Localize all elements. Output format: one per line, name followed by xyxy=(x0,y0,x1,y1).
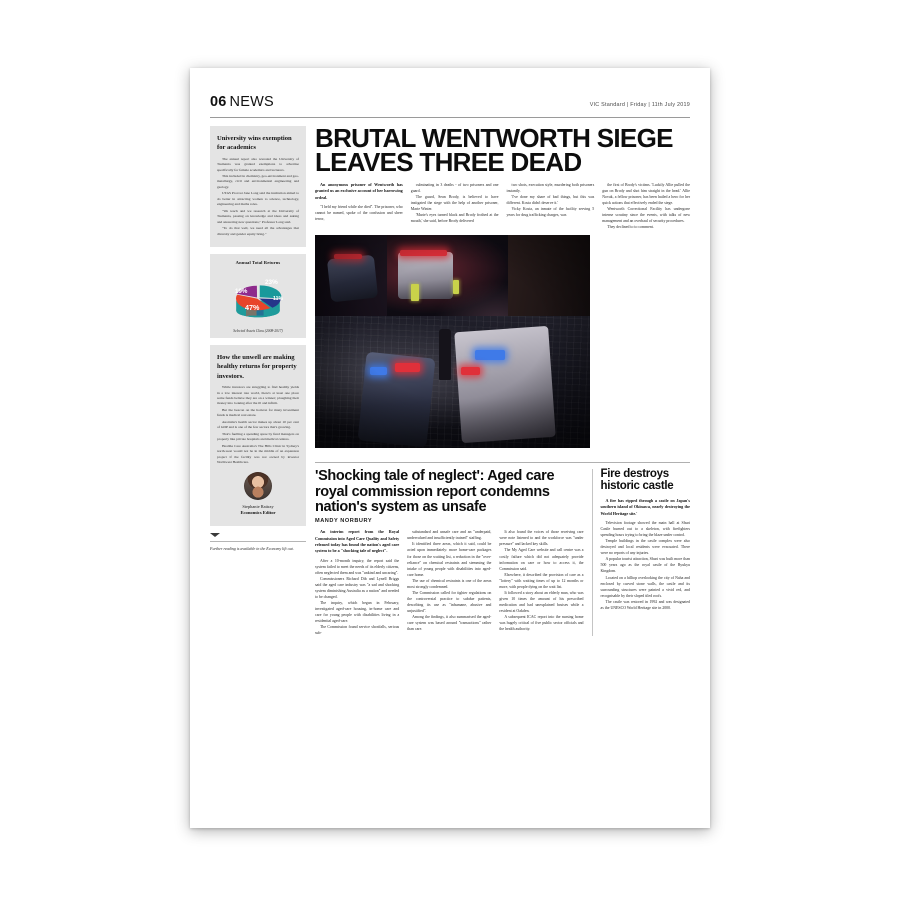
second-paragraph: The Commission called for tighter regulations on the controversial practice to subdue patients, describing its use as "inhumane, abusive and unjustified". xyxy=(407,590,492,613)
second-byline: MANDY NORBURY xyxy=(315,518,373,525)
second-standfirst: An interim report from the Royal Commission into Aged Care Quality and Safety released today has found the nation's aged care system to be a "shocking tale of neglect". xyxy=(315,529,400,554)
lead-paragraph: culminating in 3 deaths - of two prisoners and one guard. xyxy=(410,182,499,193)
third-paragraph: The castle was restored in 1992 and was designated as the UNESCO World Heritage site in 2000. xyxy=(600,599,690,610)
second-paragraph: After a 10-month inquiry, the report said the system failed to meet the needs of its elderly citizens, often neglected them and was "unkind and uncaring". xyxy=(315,558,400,575)
lead-standfirst: An anonymous prisoner of Wentworth has granted us an exclusive account of her harrowing ordeal. xyxy=(315,181,403,200)
second-headline: 'Shocking tale of neglect': Aged care royal commission report condemns nation's system as unsafe xyxy=(315,468,555,515)
author-role: Economics Editor xyxy=(240,510,276,516)
second-article-columns xyxy=(315,529,584,636)
lead-column-1 xyxy=(315,182,403,230)
lead-article-photo xyxy=(315,235,590,448)
sidebar-paragraph: This included in chemistry, geo-environment and geo-metallurgy, civil and environmental engineering and geology. xyxy=(217,174,299,189)
second-paragraph: The My Aged Care website and call centre was a costly failure which did not adequately provide information on care or how to access it, the Commission said. xyxy=(499,548,584,571)
section-divider xyxy=(315,462,690,463)
second-paragraph: It followed a story about an elderly man, who was given 10 times the amount of his prescribed medication and had unexplained bruises while a resident at Oakden. xyxy=(499,590,584,613)
section-name: NEWS xyxy=(229,94,274,110)
chart-title: Annual Total Returns xyxy=(235,260,281,266)
sidebar-article-property xyxy=(210,345,306,526)
lead-paragraph: The guard, Sean Brody, is believed to have instigated the siege with the help of another prisoner, Marie Winter. xyxy=(410,194,499,212)
pie-slice-label-purple: 19% xyxy=(235,288,248,296)
sidebar-paragraph: That's fuelling a spending spree by fund managers on property like private hospitals and medical centres. xyxy=(217,431,299,442)
pie-slice-label-red: 47% xyxy=(245,303,260,313)
third-paragraph: A popular tourist attraction, Shuri was built more than 500 years ago as the royal castle of the Ryukyu Kingdom. xyxy=(600,557,690,574)
lead-paragraph: 'I've done my share of bad things, but this was different. Kosta didn't deserve it.' xyxy=(506,194,595,206)
second-paragraph: Commissioners Richard Dib and Lynell Briggs said the aged care industry was "a sad and shocking system diminishing Australia as a nation" and needed to be changed. xyxy=(315,576,400,599)
second-paragraph: The inquiry, which began in February, investigated aged-care housing, in-home care and care for young people with disabilities living in a residential aged-care. xyxy=(315,600,400,624)
sidebar-paragraph: While investors are struggling to find healthy yields in a low interest rate world, there's at least one place some funds believe they are on a winner; ploughing their money into looking after the ill and infirm. xyxy=(217,385,299,406)
author-block xyxy=(217,472,299,517)
second-paragraph: It also found the voices of those receiving care were note listened to and the workforce was "under pressure" and lacked key skills. xyxy=(499,530,584,547)
sidebar-paragraph: Healtha Care Australia's The Hills Clinic in Sydney's north-west would not be in the middle of an expansion project if the facility was not owned by investor Northwest Healthcare. xyxy=(217,443,299,465)
chart-caption: Selected Assets Class (2008-2017) xyxy=(233,329,283,334)
third-article xyxy=(592,469,691,636)
edition-line: VIC Standard | Friday | 11th July 2019 xyxy=(589,102,690,108)
second-column-2 xyxy=(407,529,491,636)
sidebar-paragraph: UTAS Provost Jane Long said the institution aimed to do better in attracting women to science, technology, engineering and maths roles. xyxy=(217,191,299,207)
lead-paragraph: Vicky Kosta, an inmate of the facility serving 5 years for drug trafficking charges, was xyxy=(506,207,595,218)
lead-paragraph: They declined to to comment. xyxy=(607,225,654,230)
pie-chart-svg xyxy=(223,268,293,326)
third-paragraph: Television footage showed the main hall at Shuri Castle burned out to a skeleton, with firefighters spending hours trying to bring the blaze under control. xyxy=(600,521,690,538)
lead-column-2 xyxy=(411,182,499,230)
author-name: Stephanie Rattray xyxy=(242,504,274,510)
sidebar-footer-note: Further reading is available in the Economy lift out. xyxy=(210,541,306,552)
lead-column-4 xyxy=(602,182,690,230)
sidebar-paragraph: Australia's health sector makes up about 10 per cent of GDP and is one of the few sectors that's growing. xyxy=(217,419,299,430)
third-paragraph: Temple buildings in the castle complex were also destroyed and local residents were evacuated. There were no reports of any injuries. xyxy=(600,539,690,556)
third-headline: Fire destroys historic castle xyxy=(600,468,674,493)
sidebar-paragraph: "We teach and we research at the University of Tasmania, passing on knowledge and ideas and asking and answering new questions," Professor Long said. xyxy=(217,208,299,224)
sidebar-headline-university: University wins exemption for academics xyxy=(217,135,292,152)
newspaper-page xyxy=(190,68,710,828)
lead-paragraph: "I held my friend while she died". The prisoner, who cannot be named, spoke of the confusion and sheer terror, xyxy=(315,204,403,221)
sidebar-paragraph: The annual report also revealed the University of Tasmania was granted exemptions to advertise specifically for female academics and lecturers. xyxy=(217,156,299,172)
main-content xyxy=(315,123,690,816)
second-column-1 xyxy=(315,529,399,636)
lead-paragraph: 'Marie's eyes turned black and Brody frothed at the mouth,' she said, before Brody delivered xyxy=(410,213,499,224)
pie-chart-card xyxy=(210,254,306,338)
second-paragraph: The use of chemical restraints is one of the areas most strongly condemned. xyxy=(407,578,492,589)
lead-paragraph: Wentworth Correctional Facility has undergone intense scrutiny since the events, with talks of new management and an overhaul of security procedures. xyxy=(602,207,690,224)
third-standfirst: A fire has ripped through a castle on Japan's southern island of Okinawa, nearly destroying the World Heritage site.' xyxy=(600,498,690,516)
sidebar-article-university xyxy=(210,126,306,247)
sidebar-paragraph: But the beacon on the horizon for many investment funds is medical real estate. xyxy=(217,407,299,418)
second-paragraph: A subsequent ICAC report into the nursing home was hugely critical of five public sector officials and the health authority. xyxy=(499,614,584,632)
second-article xyxy=(315,469,584,636)
page-grid xyxy=(210,123,690,816)
page-number: 06 xyxy=(210,94,227,110)
lead-article xyxy=(315,123,690,230)
third-paragraph: Located on a hilltop overlooking the city of Naha and enclosed by curved stone walls, the castle and its surrounding structures were painted a vivid red, and recognisable by their sloped tiled roofs. xyxy=(600,575,690,598)
second-paragraph: The Commission found service shortfalls, serious sub- xyxy=(315,625,400,636)
second-column-3 xyxy=(499,529,583,636)
second-paragraph: It identified three areas, which it said, could be acted upon immediately: more home-care packages for those on the waiting list, a reduction in the "over-reliance" on chemical restraints and stemming the intake of young people with disabilities into aged-care home. xyxy=(407,542,492,577)
second-paragraph: substandard and unsafe care and an "underpaid, undervalued and insufficiently trained" staffing. xyxy=(407,530,492,541)
lead-headline: BRUTAL WENTWORTH SIEGE LEAVES THREE DEAD xyxy=(315,123,673,178)
lead-paragraph: two shots, execution style, murdering both prisoners instantly. xyxy=(506,182,595,193)
triangle-down-icon xyxy=(210,533,220,537)
lead-paragraph: the first of Brody's victims. 'Luckily Allie pulled the gun on Brody and shot him straight in the head.' Allie Novak, a fellow prisoner, has been hailed a hero for her quick actions that effectively ended the siege. xyxy=(602,182,690,206)
lead-column-3 xyxy=(507,182,595,230)
sidebar-headline-property: How the unwell are making healthy returns for property investors. xyxy=(217,354,297,380)
second-paragraph: Elsewhere, it described the provision of care as a "lottery" with waiting times of up to 12 months or more, with people dying on the wait list. xyxy=(499,572,584,589)
left-sidebar xyxy=(210,126,306,816)
masthead-section-label xyxy=(210,94,274,110)
masthead xyxy=(210,94,690,117)
masthead-rule xyxy=(210,117,690,118)
lead-article-columns xyxy=(315,182,690,230)
sidebar-paragraph: "To do that well, we need all the advantages that diversity and gender equity bring." xyxy=(217,226,299,236)
avatar xyxy=(244,472,272,500)
pie-chart xyxy=(223,268,293,326)
pie-slice-label-navy: 11% xyxy=(273,296,284,303)
second-paragraph: Among the findings, it also summarised the aged-care system was based around "transactions" rather than care. xyxy=(407,614,492,632)
pie-slice-label-teal: 23% xyxy=(265,279,278,287)
